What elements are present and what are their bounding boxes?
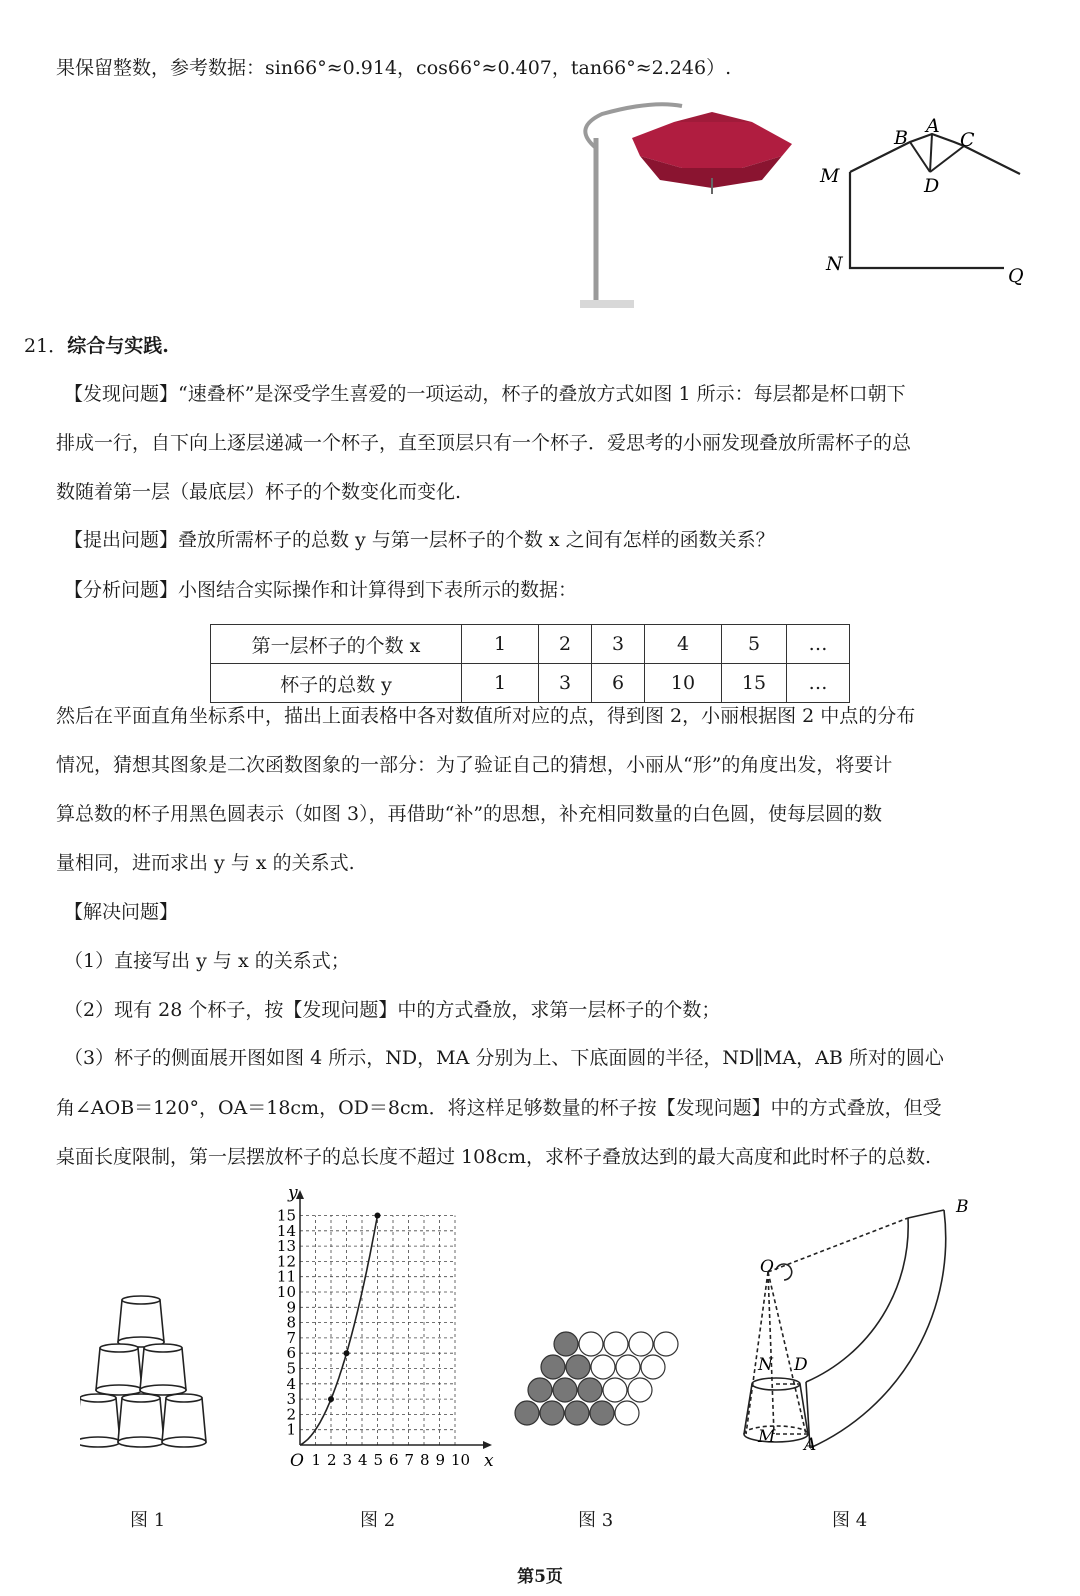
- cup-bottom-back: [744, 1426, 808, 1434]
- figure-2-chart: [270, 1180, 500, 1475]
- black-circle: [528, 1378, 552, 1402]
- para-then-2: 情况，猜想其图象是二次函数图象的一部分：为了验证自己的猜想，小丽从“形”的角度出发，将要计: [56, 754, 893, 776]
- white-circle: [641, 1355, 665, 1379]
- y-tick-label: 11: [276, 1267, 296, 1286]
- label-D: D: [794, 1355, 808, 1375]
- label-Q: Q: [1008, 265, 1024, 287]
- y-tick-label: 6: [286, 1344, 296, 1363]
- figure-4-unfolded-cup: [740, 1190, 990, 1470]
- y-tick-label: 5: [286, 1359, 296, 1378]
- x-tick-label: 2: [327, 1451, 337, 1469]
- question-title: 综合与实践.: [67, 335, 169, 357]
- y-tick-label: 14: [276, 1221, 296, 1240]
- y-tick-label: 10: [276, 1283, 296, 1301]
- white-circle: [604, 1332, 628, 1356]
- y-tick-label: 15: [276, 1206, 296, 1225]
- white-circle: [579, 1332, 603, 1356]
- chart-curve: [300, 1216, 378, 1446]
- page-number: 第5页: [517, 1567, 563, 1587]
- cup: [80, 1394, 120, 1447]
- label-D: D: [924, 175, 940, 197]
- x-tick-label: 7: [404, 1451, 415, 1469]
- cup-bottom-front: [744, 1434, 808, 1442]
- black-circle: [565, 1401, 589, 1425]
- chart-grid: [300, 1216, 455, 1446]
- figure-3-circles: [512, 1330, 692, 1440]
- x-tick-label: 9: [435, 1451, 446, 1469]
- label-B: B: [956, 1197, 969, 1217]
- para-then-3: 算总数的杯子用黑色圆表示（如图 3），再借助“补”的思想，补充相同数量的白色圆，使每层圆的数: [56, 803, 883, 825]
- caption-figure-3: 图 3: [578, 1510, 614, 1531]
- y-tick-label: 9: [286, 1298, 296, 1317]
- y-tick-label: 4: [286, 1374, 296, 1393]
- para-discover-1: 【发现问题】“速叠杯”是深受学生喜爱的一项运动，杯子的叠放方式如图 1 所示：每层都是杯口朝下: [64, 383, 906, 405]
- origin-label: O: [290, 1451, 304, 1471]
- label-M: M: [820, 165, 840, 187]
- table-cell: …: [787, 625, 850, 664]
- label-A: A: [804, 1435, 817, 1455]
- y-tick-label: 2: [286, 1405, 296, 1424]
- para-discover-2: 排成一行，自下向上逐层递减一个杯子，直至顶层只有一个杯子．爱思考的小丽发现叠放所需杯子的总: [56, 432, 912, 454]
- row-header-x: 第一层杯子的个数 x: [211, 625, 462, 664]
- black-circle: [590, 1401, 614, 1425]
- table-cell: 6: [592, 664, 645, 703]
- label-O: O: [760, 1257, 774, 1277]
- umbrella-photo: [562, 98, 796, 312]
- arc-inner: [806, 1218, 908, 1382]
- data-point: [344, 1350, 350, 1356]
- x-axis-label: x: [484, 1451, 494, 1471]
- white-circle: [654, 1332, 678, 1356]
- cup: [118, 1394, 164, 1447]
- y-tick-label: 8: [286, 1313, 296, 1332]
- label-N: N: [826, 253, 843, 275]
- label-B: B: [894, 127, 908, 149]
- sub-question-3-line3: 桌面长度限制，第一层摆放杯子的总长度不超过 108cm，求杯子叠放达到的最大高度和此时杯子的总数.: [56, 1146, 932, 1168]
- para-solve: 【解决问题】: [64, 901, 179, 923]
- white-circle: [591, 1355, 615, 1379]
- y-tick-label: 7: [286, 1328, 296, 1347]
- y-tick-label: 13: [276, 1237, 296, 1256]
- para-then-1: 然后在平面直角坐标系中，描出上面表格中各对数值所对应的点，得到图 2，小丽根据图 2 中点的分布: [56, 705, 916, 727]
- figure-1-stacked-cups: [80, 1290, 210, 1460]
- label-M: M: [758, 1427, 776, 1447]
- y-tick-label: 12: [276, 1252, 296, 1271]
- x-tick-label: 6: [389, 1451, 399, 1469]
- black-circle: [578, 1378, 602, 1402]
- table-cell: 10: [645, 664, 722, 703]
- para-analyze: 【分析问题】小图结合实际操作和计算得到下表所示的数据：: [64, 579, 578, 601]
- table-cell: 4: [645, 625, 722, 664]
- black-circle: [540, 1401, 564, 1425]
- sub-question-2: （2）现有 28 个杯子，按【发现问题】中的方式叠放，求第一层杯子的个数；: [64, 999, 721, 1021]
- sub-question-3-line1: （3）杯子的侧面展开图如图 4 所示，ND，MA 分别为上、下底面圆的半径，ND∥MA，AB 所对的圆心: [64, 1047, 944, 1069]
- table-cell: 5: [722, 625, 787, 664]
- white-circle: [603, 1378, 627, 1402]
- question-number: 21．: [24, 335, 68, 357]
- y-tick-labels: [277, 1207, 296, 1439]
- data-table: [210, 624, 850, 703]
- data-point: [328, 1396, 334, 1402]
- white-circle: [615, 1401, 639, 1425]
- sub-question-3-line2: 角∠AOB＝120°，OA＝18cm，OD＝8cm．将这样足够数量的杯子按【发现问题】中的方式叠放，但受: [56, 1097, 942, 1119]
- x-axis-arrow-icon: [483, 1441, 492, 1449]
- data-point: [375, 1213, 381, 1219]
- black-circle: [554, 1332, 578, 1356]
- y-axis-label: y: [288, 1183, 298, 1203]
- caption-figure-2: 图 2: [360, 1510, 396, 1531]
- x-tick-label: 4: [358, 1451, 368, 1469]
- label-N: N: [758, 1355, 773, 1375]
- umbrella-vent: [674, 112, 752, 122]
- caption-figure-1: 图 1: [130, 1510, 166, 1531]
- y-tick-label: 3: [286, 1390, 296, 1409]
- umbrella-base: [580, 300, 634, 308]
- table-cell: …: [787, 664, 850, 703]
- para-propose: 【提出问题】叠放所需杯子的总数 y 与第一层杯子的个数 x 之间有怎样的函数关系？: [64, 529, 775, 551]
- x-tick-label: 8: [420, 1451, 430, 1469]
- label-A: A: [926, 115, 940, 137]
- para-then-4: 量相同，进而求出 y 与 x 的关系式.: [56, 852, 355, 874]
- black-circle: [566, 1355, 590, 1379]
- y-tick-label: 1: [286, 1420, 296, 1439]
- para-discover-3: 数随着第一层（最底层）杯子的个数变化而变化.: [56, 481, 462, 503]
- white-circle: [628, 1378, 652, 1402]
- table-row: [211, 625, 850, 664]
- label-C: C: [960, 129, 975, 151]
- x-tick-label: 3: [342, 1451, 353, 1469]
- cup: [96, 1344, 142, 1395]
- umbrella-diagram: [814, 112, 1034, 292]
- black-circle: [553, 1378, 577, 1402]
- question-21-heading: [24, 334, 169, 358]
- x-tick-label: 10: [451, 1451, 471, 1469]
- table-cell: 1: [462, 664, 539, 703]
- table-cell: 3: [539, 664, 592, 703]
- table-row: [211, 664, 850, 703]
- x-tick-label: 5: [373, 1451, 384, 1469]
- table-cell: 15: [722, 664, 787, 703]
- black-circle: [541, 1355, 565, 1379]
- cup: [162, 1394, 206, 1447]
- table-cell: 3: [592, 625, 645, 664]
- arc-outer: [810, 1210, 946, 1448]
- table-cell: 2: [539, 625, 592, 664]
- caption-figure-4: 图 4: [832, 1510, 868, 1531]
- table-cell: 1: [462, 625, 539, 664]
- black-circle: [515, 1401, 539, 1425]
- white-circle: [616, 1355, 640, 1379]
- x-tick-label: 1: [311, 1451, 322, 1469]
- row-header-y: 杯子的总数 y: [211, 664, 462, 703]
- cup: [118, 1296, 164, 1347]
- continued-text: 果保留整数，参考数据：sin66°≈0.914，cos66°≈0.407，tan66°≈2.246）.: [56, 57, 732, 79]
- x-tick-labels: [312, 1451, 471, 1469]
- sub-question-1: （1）直接写出 y 与 x 的关系式；: [64, 950, 350, 972]
- cup: [140, 1344, 186, 1395]
- segment-B: [908, 1210, 944, 1218]
- white-circle: [629, 1332, 653, 1356]
